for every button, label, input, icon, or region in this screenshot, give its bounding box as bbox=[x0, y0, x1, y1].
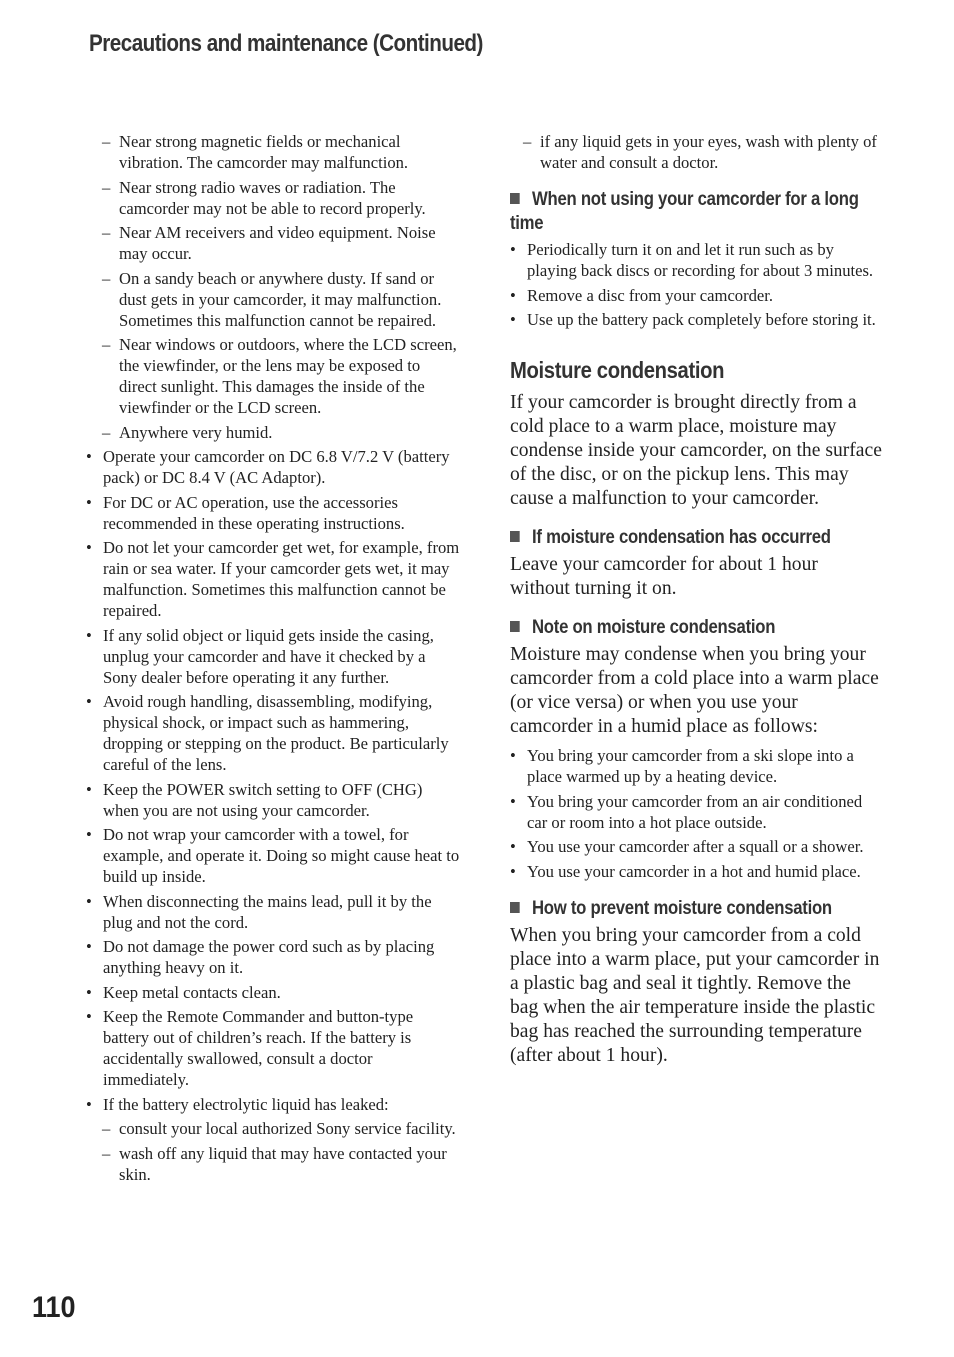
list-item bbox=[86, 625, 462, 688]
bullet-marker: • bbox=[510, 861, 516, 881]
bullet-marker: • bbox=[86, 825, 92, 844]
list-item-text: You use your camcorder in a hot and humid place. bbox=[527, 861, 861, 881]
section-heading-occurred: If moisture condensation has occurred bbox=[510, 526, 883, 550]
bullet-marker: • bbox=[86, 538, 92, 557]
list-item bbox=[102, 131, 462, 173]
bullet-marker: • bbox=[510, 791, 516, 811]
list-item bbox=[510, 239, 882, 281]
moisture-intro-paragraph: If your camcorder is brought directly from a cold place to a warm place, moisture may condense inside your camcorder, on the surface of the disc, or on the pickup lens. This may cause a malfunction to your camcorder. bbox=[510, 392, 882, 509]
bullet-marker: • bbox=[510, 240, 516, 259]
bullet-marker: • bbox=[86, 982, 92, 1002]
list-item-text: Near windows or outdoors, where the LCD screen, the viewfinder, or the lens may be exposed to direct sunlight. This damages the inside of the viewfinder or the LCD screen. bbox=[119, 335, 457, 417]
square-bullet-icon bbox=[510, 531, 520, 542]
bullet-marker: • bbox=[86, 779, 92, 799]
bullet-marker: • bbox=[86, 625, 92, 645]
square-bullet-icon bbox=[510, 902, 520, 913]
list-item-text: You bring your camcorder from a ski slope into a place warmed up by a heating device. bbox=[527, 746, 854, 786]
list-item bbox=[510, 309, 882, 330]
list-item bbox=[102, 268, 462, 331]
dash-marker: – bbox=[102, 1143, 111, 1163]
list-item-text: Periodically turn it on and let it run such as by playing back discs or recording for about 3 minutes. bbox=[527, 240, 874, 280]
bullet-marker: • bbox=[86, 1007, 92, 1026]
moisture-condensation-heading: Moisture condensation bbox=[510, 357, 725, 383]
list-item bbox=[86, 936, 462, 978]
list-item-text: When disconnecting the mains lead, pull it by the plug and not the cord. bbox=[103, 891, 432, 932]
dash-marker: – bbox=[102, 335, 111, 354]
list-item bbox=[86, 824, 462, 887]
section-heading-note: Note on moisture condensation bbox=[510, 616, 883, 640]
occurred-paragraph: Leave your camcorder for about 1 hour without turning it on. bbox=[510, 554, 818, 599]
list-item-text: If the battery electrolytic liquid has leaked: bbox=[103, 1094, 389, 1114]
square-bullet-icon bbox=[510, 621, 520, 632]
list-item bbox=[510, 861, 882, 882]
list-item bbox=[86, 1006, 462, 1090]
list-item bbox=[86, 982, 462, 1003]
list-item bbox=[86, 779, 462, 821]
list-item-text: Keep the Remote Commander and button-type battery out of children’s reach. If the battery is accidentally swallowed, consult a doctor immediately. bbox=[103, 1007, 414, 1089]
list-item bbox=[86, 537, 462, 621]
list-item-text: Avoid rough handling, disassembling, modifying, physical shock, or impact such as hammering, dropping or stepping on the product. Be particularly careful of the lens. bbox=[103, 692, 449, 774]
list-item-text: Near AM receivers and video equipment. Noise may occur. bbox=[119, 223, 436, 263]
list-item bbox=[523, 131, 882, 173]
list-item bbox=[102, 334, 462, 418]
list-item-text: Use up the battery pack completely before storing it. bbox=[527, 310, 876, 329]
list-item-text: Do not let your camcorder get wet, for example, from rain or sea water. If your camcorder gets wet, it may malfunction. Sometimes this malfunction cannot be repaired. bbox=[103, 538, 460, 620]
list-item bbox=[86, 691, 462, 775]
right-column bbox=[510, 131, 882, 1074]
list-item bbox=[510, 285, 882, 306]
list-item-text: Near strong magnetic fields or mechanical vibration. The camcorder may malfunction. bbox=[119, 132, 409, 172]
list-item-text: You bring your camcorder from an air conditioned car or room into a hot place outside. bbox=[527, 791, 863, 832]
list-item-text: Do not damage the power cord such as by placing anything heavy on it. bbox=[103, 937, 435, 977]
note-paragraph: Moisture may condense when you bring your camcorder from a cold place into a warm place (or vice versa) or when you use your camcorder in a humid place as follows: bbox=[510, 644, 879, 737]
dash-marker: – bbox=[102, 1119, 111, 1138]
dash-marker: – bbox=[102, 422, 111, 442]
list-item-text: Keep the POWER switch setting to OFF (CHG) when you are not using your camcorder. bbox=[103, 779, 423, 820]
bullet-marker: • bbox=[86, 492, 92, 512]
list-item-text: Remove a disc from your camcorder. bbox=[527, 285, 774, 305]
bullet-marker: • bbox=[86, 1094, 92, 1114]
list-item bbox=[102, 1143, 462, 1185]
square-bullet-icon bbox=[510, 193, 520, 204]
bullet-marker: • bbox=[86, 937, 92, 956]
list-item bbox=[510, 836, 882, 857]
dash-marker: – bbox=[102, 132, 111, 151]
list-item-text: Near strong radio waves or radiation. The camcorder may not be able to record properly. bbox=[119, 177, 426, 218]
list-item bbox=[86, 446, 462, 488]
left-column bbox=[86, 131, 462, 1188]
list-item-text: On a sandy beach or anywhere dusty. If sand or dust gets in your camcorder, it may malfunction. Sometimes this malfunction cannot be repaired. bbox=[119, 268, 442, 330]
list-item-text: Operate your camcorder on DC 6.8 V/7.2 V (battery pack) or DC 8.4 V (AC Adaptor). bbox=[103, 447, 450, 487]
section-heading-not-using: When not using your camcorder for a long time bbox=[510, 189, 859, 234]
bullet-marker: • bbox=[510, 285, 516, 305]
list-item-text: If any solid object or liquid gets inside the casing, unplug your camcorder and have it checked by a Sony dealer before operating it any further. bbox=[103, 625, 434, 687]
bullet-marker: • bbox=[86, 891, 92, 911]
dash-marker: – bbox=[523, 132, 532, 151]
bullet-marker: • bbox=[510, 837, 516, 856]
bullet-marker: • bbox=[86, 447, 92, 466]
list-item bbox=[510, 791, 882, 833]
page-number: 110 bbox=[32, 1291, 76, 1324]
list-item-text: consult your local authorized Sony service facility. bbox=[119, 1119, 456, 1138]
list-item-text: if any liquid gets in your eyes, wash with plenty of water and consult a doctor. bbox=[540, 132, 877, 172]
list-item bbox=[102, 1118, 462, 1139]
list-item bbox=[86, 1094, 462, 1115]
list-item bbox=[86, 492, 462, 534]
list-item-text: Anywhere very humid. bbox=[119, 422, 273, 442]
list-item-text: Keep metal contacts clean. bbox=[103, 982, 281, 1002]
dash-marker: – bbox=[102, 268, 111, 288]
list-item bbox=[102, 422, 462, 443]
section-heading-prevent: How to prevent moisture condensation bbox=[510, 897, 883, 921]
list-item bbox=[86, 891, 462, 933]
dash-marker: – bbox=[102, 223, 111, 242]
dash-marker: – bbox=[102, 177, 111, 197]
list-item-text: You use your camcorder after a squall or a shower. bbox=[527, 837, 864, 856]
list-item bbox=[102, 222, 462, 264]
list-item-text: For DC or AC operation, use the accessories recommended in these operating instructions. bbox=[103, 492, 405, 533]
list-item-text: Do not wrap your camcorder with a towel, for example, and operate it. Doing so might cause heat to build up inside. bbox=[103, 825, 460, 886]
bullet-marker: • bbox=[86, 692, 92, 711]
list-item bbox=[510, 745, 882, 787]
prevent-paragraph: When you bring your camcorder from a cold place into a warm place, put your camcorder in a plastic bag and seal it tightly. Remove the bag when the air temperature inside the plastic bag has reached the surrounding temperature (after about 1 hour). bbox=[510, 924, 880, 1066]
list-item-text: wash off any liquid that may have contacted your skin. bbox=[119, 1143, 447, 1184]
bullet-marker: • bbox=[510, 310, 516, 329]
page-header-title: Precautions and maintenance (Continued) bbox=[89, 30, 483, 57]
list-item bbox=[102, 177, 462, 219]
bullet-marker: • bbox=[510, 746, 516, 765]
